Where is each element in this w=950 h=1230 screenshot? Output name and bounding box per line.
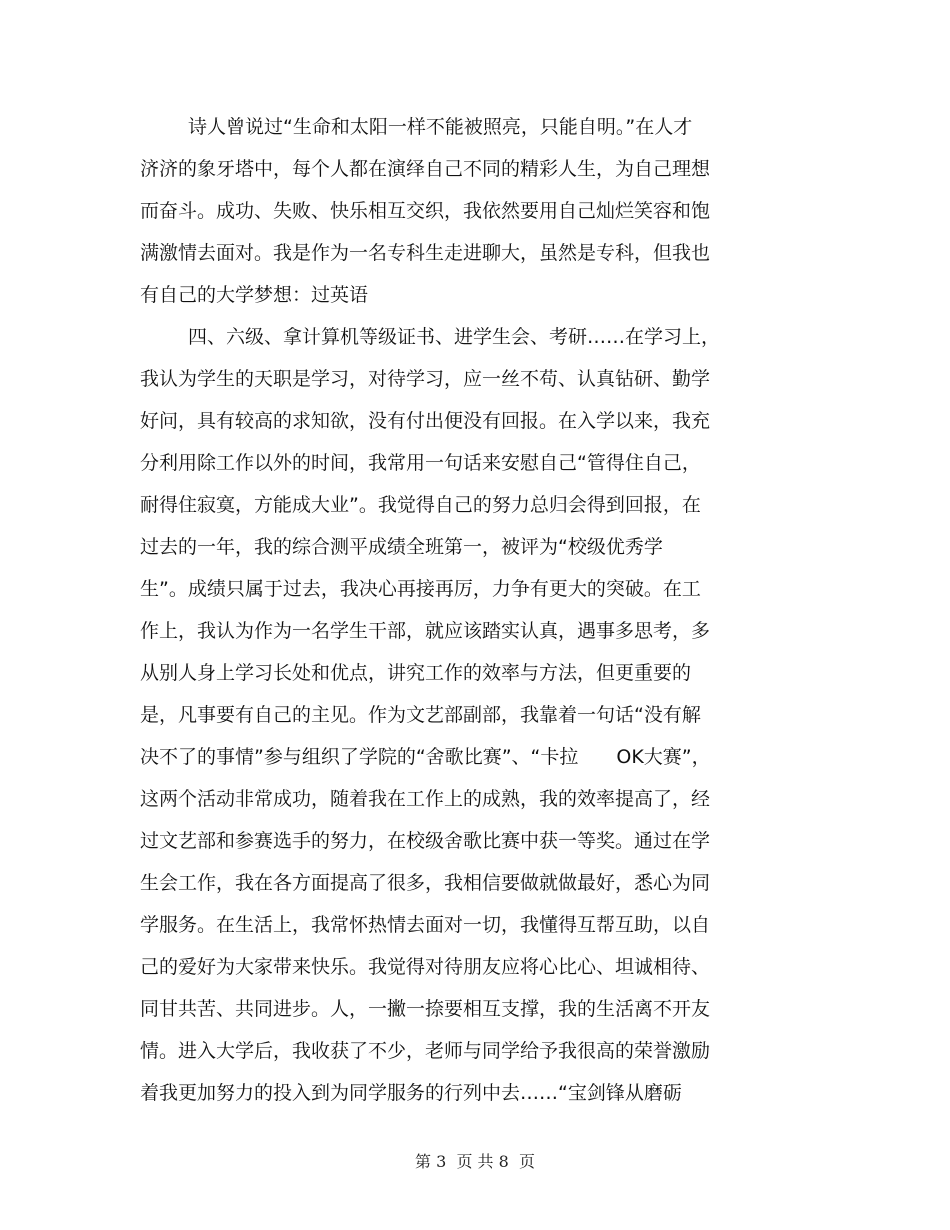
text-line: 作上，我认为作为一名学生干部，就应该踏实认真，遇事多思考，多 xyxy=(140,620,711,642)
text-line: 这两个活动非常成功，随着我在工作上的成熟，我的效率提高了，经 xyxy=(140,788,711,810)
text-line: 生会工作，我在各方面提高了很多，我相信要做就做最好，悉心为同 xyxy=(140,872,711,894)
text-line: 满激情去面对。我是作为一名专科生走进聊大，虽然是专科，但我也 xyxy=(140,242,711,264)
text-line: 生”。成绩只属于过去，我决心再接再厉，力争有更大的突破。在工 xyxy=(140,578,701,600)
text-line: 分利用除工作以外的时间，我常用一句话来安慰自己“管得住自己， xyxy=(140,452,701,474)
text-line: 有自己的大学梦想：过英语 xyxy=(140,284,369,306)
text-line: 决不了的事情”参与组织了学院的“舍歌比赛”、“卡拉 OK大赛”， xyxy=(140,746,711,768)
text-line: 是，凡事要有自己的主见。作为文艺部副部，我靠着一句话“没有解 xyxy=(140,704,701,726)
text-line: 情。进入大学后，我收获了不少，老师与同学给予我很高的荣誉激励 xyxy=(140,1040,711,1062)
text-line: 诗人曾说过“生命和太阳一样不能被照亮，只能自明。”在人才 xyxy=(188,116,693,138)
text-line: 学服务。在生活上，我常怀热情去面对一切，我懂得互帮互助，以自 xyxy=(140,914,711,936)
page-number-footer: 第 3 页 共 8 页 xyxy=(415,1152,535,1171)
text-line: 耐得住寂寞，方能成大业”。我觉得自己的努力总归会得到回报，在 xyxy=(140,494,701,516)
text-line: 过文艺部和参赛选手的努力，在校级舍歌比赛中获一等奖。通过在学 xyxy=(140,830,711,852)
text-line: 四、六级、拿计算机等级证书、进学生会、考研……在学习上， xyxy=(188,326,721,348)
text-line: 我认为学生的天职是学习，对待学习，应一丝不苟、认真钻研、勤学 xyxy=(140,368,711,390)
text-line: 从别人身上学习长处和优点，讲究工作的效率与方法，但更重要的 xyxy=(140,662,692,684)
text-line: 好问，具有较高的求知欲，没有付出便没有回报。在入学以来，我充 xyxy=(140,410,711,432)
text-line: 而奋斗。成功、失败、快乐相互交织，我依然要用自己灿烂笑容和饱 xyxy=(140,200,711,222)
text-line: 着我更加努力的投入到为同学服务的行列中去……“宝剑锋从磨砺 xyxy=(140,1082,682,1104)
text-line: 同甘共苦、共同进步。人，一撇一捺要相互支撑，我的生活离不开友 xyxy=(140,998,711,1020)
text-line: 济济的象牙塔中，每个人都在演绎自己不同的精彩人生，为自己理想 xyxy=(140,158,711,180)
text-line: 己的爱好为大家带来快乐。我觉得对待朋友应将心比心、坦诚相待、 xyxy=(140,956,711,978)
text-line: 过去的一年，我的综合测平成绩全班第一，被评为“校级优秀学 xyxy=(140,536,663,558)
